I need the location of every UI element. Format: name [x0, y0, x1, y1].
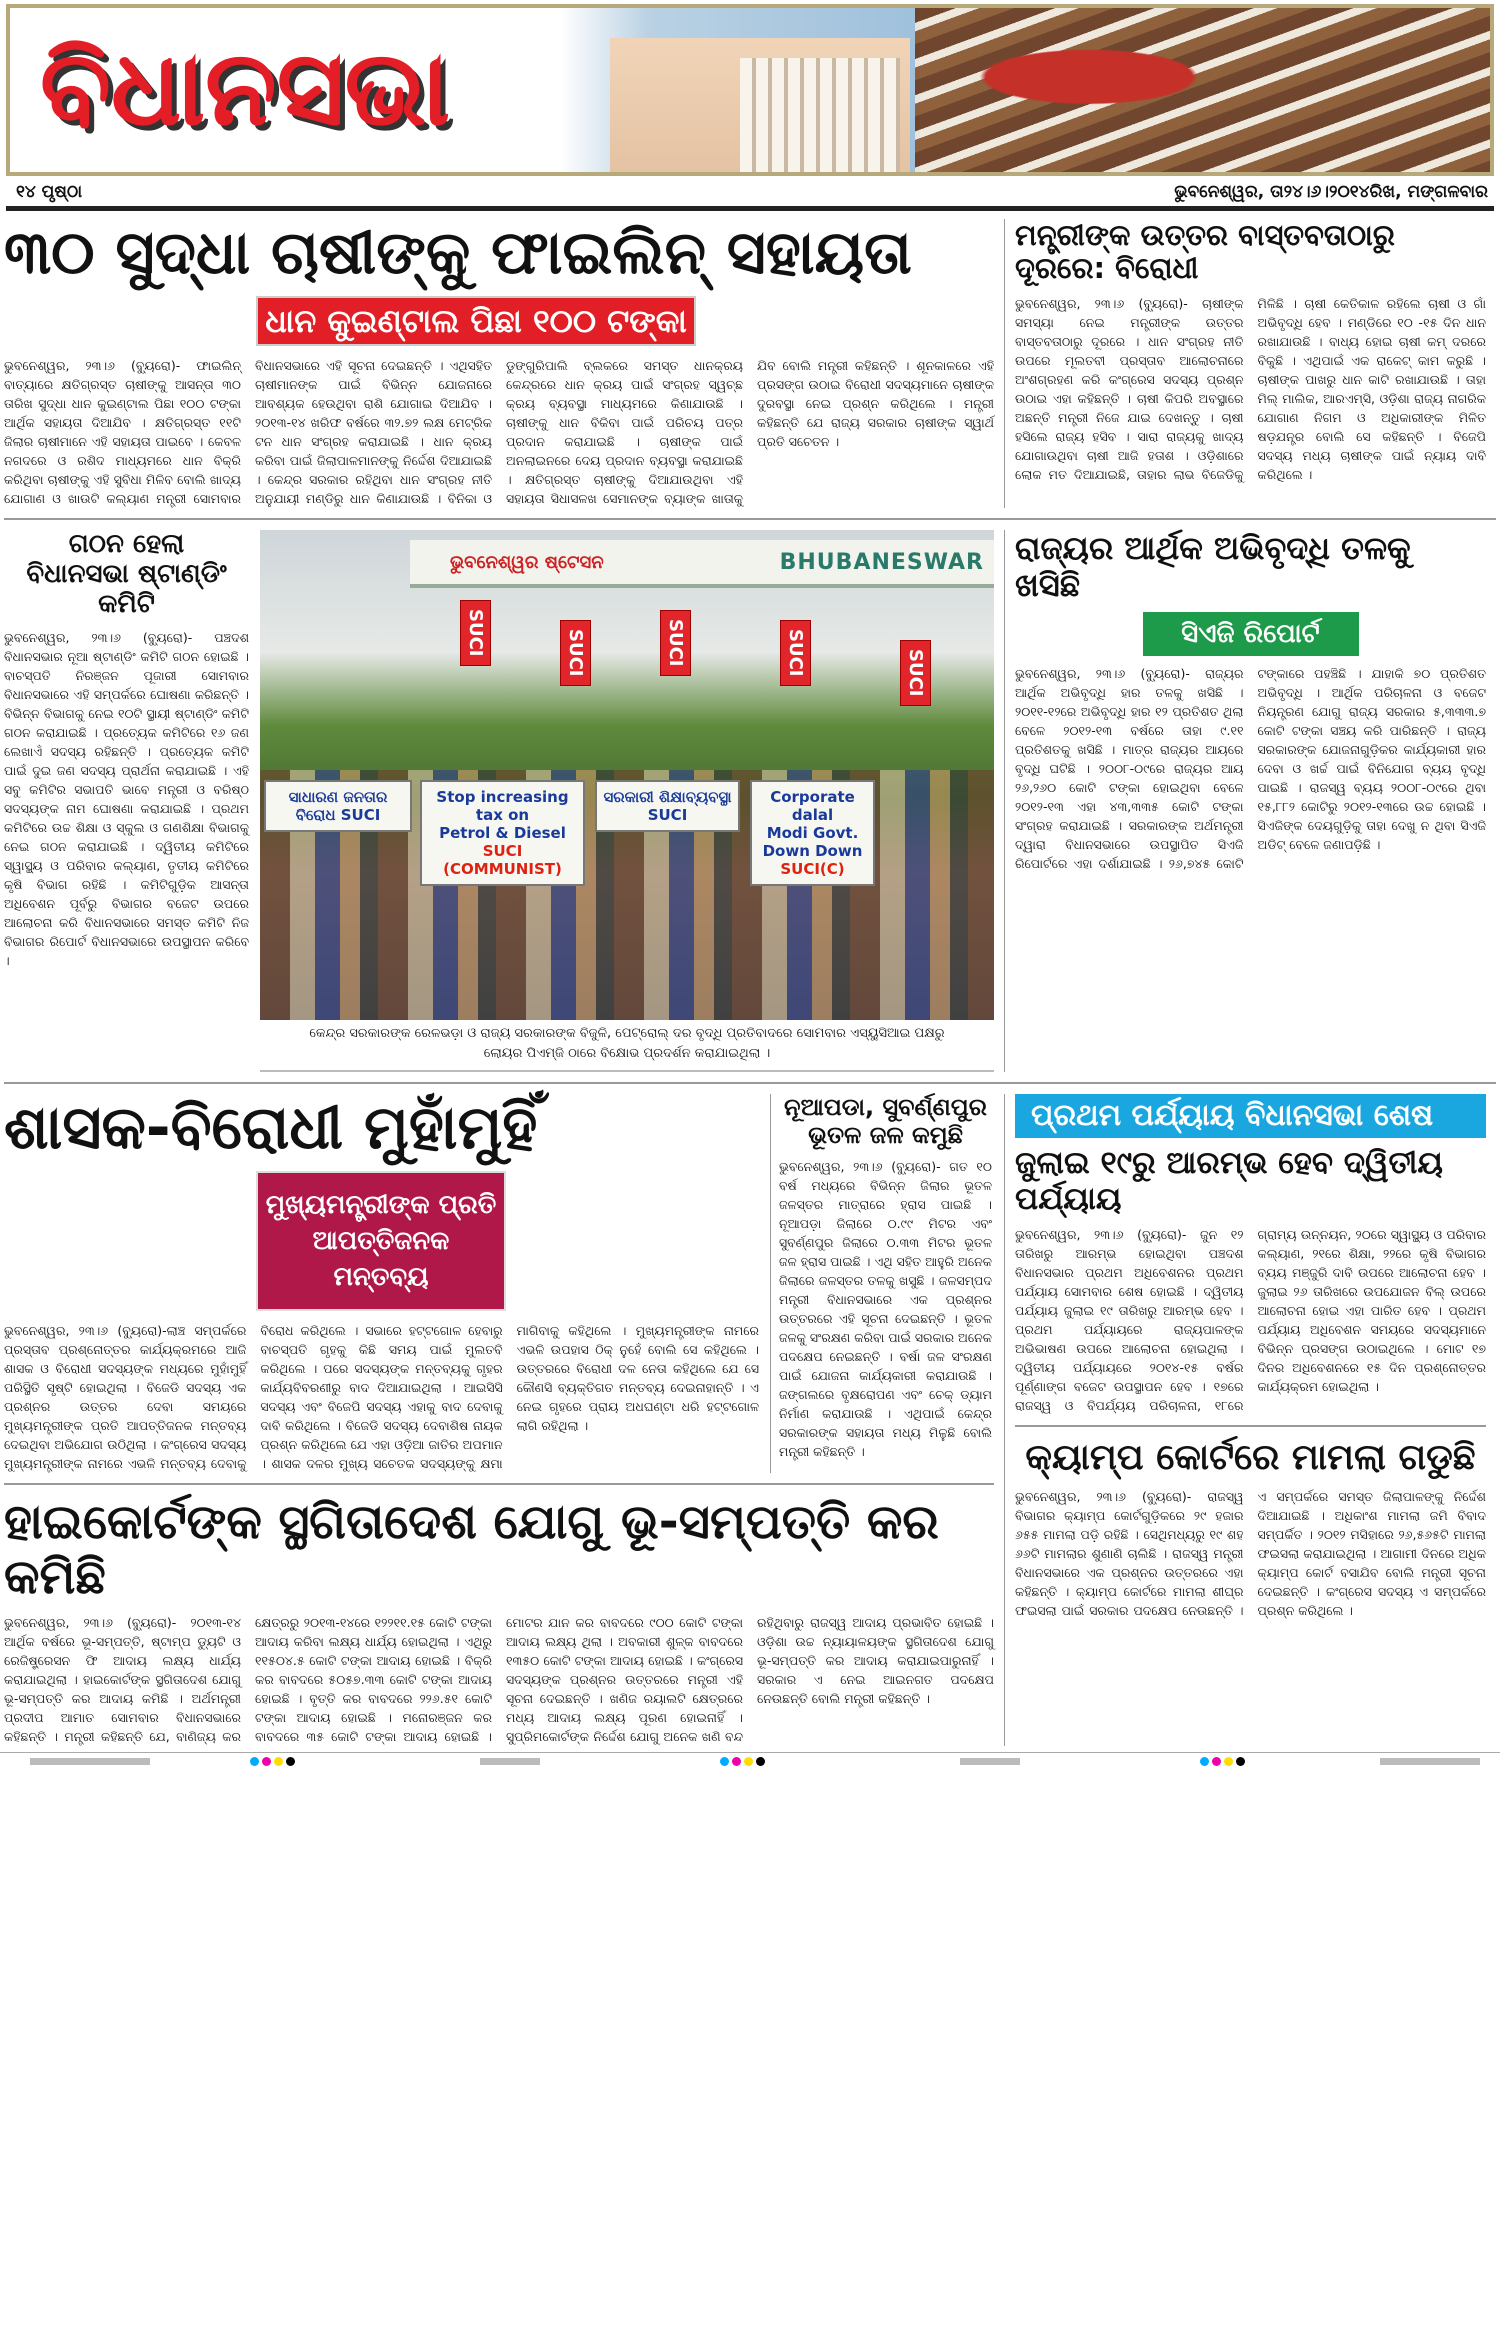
economy-story — [1004, 530, 1486, 1072]
masthead — [6, 4, 1494, 176]
lead-headline: ୩୦ ସୁଦ୍ଧା ଚାଷୀଙ୍କୁ ଫାଇଲିନ୍ ସହାୟତା — [4, 218, 912, 288]
protest-photo — [260, 530, 994, 1020]
photo-caption: କେନ୍ଦ୍ର ସରକାରଙ୍କ ରେଳଭଡ଼ା ଓ ରାଜ୍ୟ ସରକାରଙ୍କ ବିଜୁଳି, ପେଟ୍ରୋଲ୍ ଦର ବୃଦ୍ଧି ପ୍ରତିବାଦରେ ସୋମବାର ଏସ୍‌ୟୁସିଆଇ ପକ୍ଷରୁ ଲୋୟର ପିଏମ୍‌ଜି ଠାରେ ବିକ୍ଷୋଭ ପ୍ରଦର୍ଶନ କରାଯାଇଥିଲା । — [260, 1020, 994, 1072]
magenta-dot — [1212, 1757, 1221, 1766]
placard-petrol-diesel — [420, 780, 585, 886]
section-divider — [4, 1082, 1496, 1084]
assembly-hall-photo — [915, 8, 1494, 176]
suci-banner: SUCI — [780, 620, 811, 686]
section-middle — [0, 530, 1500, 1072]
registration-bar — [960, 1758, 1020, 1765]
opposition-story — [1004, 219, 1486, 508]
groundwater-headline-line1: ନୂଆପଡା, ସୁବର୍ଣ୍ଣପୁର — [784, 1093, 987, 1121]
placard-odia: ସାଧାରଣ ଜନତାର ବିରୋଧ SUCI — [264, 780, 412, 832]
registration-bar — [480, 1758, 540, 1765]
cyan-dot — [720, 1757, 729, 1766]
suci-banner: SUCI — [900, 640, 931, 706]
black-dot — [756, 1757, 765, 1766]
placard-line: Modi Govt. — [766, 824, 859, 842]
groundwater-headline — [779, 1094, 992, 1149]
masthead-title: ବିଧାନସଭା — [40, 27, 451, 149]
page-count: ୧୪ ପୃଷ୍ଠା — [16, 182, 83, 202]
bottom-left — [4, 1094, 994, 1746]
dateline-bar — [6, 180, 1494, 211]
print-registration-bar — [0, 1752, 1500, 1769]
bottom-right — [1004, 1094, 1486, 1746]
magenta-dot — [262, 1757, 271, 1766]
cyan-dot — [1200, 1757, 1209, 1766]
landtax-story — [4, 1495, 994, 1746]
section-bottom — [0, 1094, 1500, 1746]
economy-headline: ରାଜ୍ୟର ଆର୍ଥିକ ଅଭିବୃଦ୍ଧି ତଳକୁ ଖସିଛି — [1015, 529, 1411, 604]
offensive-remark-box: ମୁଖ୍ୟମନ୍ତ୍ରୀଙ୍କ ପ୍ରତି ଆପତ୍ତିଜନକ ମନ୍ତବ୍ୟ — [256, 1171, 506, 1311]
committee-body: ଭୁବନେଶ୍ୱର, ୨୩।୬ (ବ୍ୟୁରୋ)- ପଞ୍ଚଦଶ ବିଧାନସଭାର ନୂଆ ଷ୍ଟାଣ୍ଡିଂ କମିଟି ଗଠନ ହୋଇଛି । ବାଚସ୍ପତି ନିରଞ୍ଜନ ପୂଜାରୀ ସୋମବାର ବିଧାନସଭାରେ ଏହି ସମ୍ପର୍କରେ ଘୋଷଣା କରିଛନ୍ତି । ବିଭିନ୍ନ ବିଭାଗକୁ ନେଇ ୧୦ଟି ସ୍ଥାୟୀ ଷ୍ଟାଣ୍ଡିଂ କମିଟି ଗଠନ କରାଯାଇଛି । ପ୍ରତ୍ୟେକ କମିଟିରେ ୧୬ ଜଣ ଲେଖାଏଁ ସଦସ୍ୟ ରହିଛନ୍ତି । ପ୍ରତ୍ୟେକ କମିଟି ପାଇଁ ଦୁଇ ଜଣ ସଦସ୍ୟ ପ୍ରାର୍ଥନା କରାଯାଇଛି । ଏହି ସବୁ କମିଟିର ସଭାପତି ଭାବେ ମନ୍ତ୍ରୀ ଓ ବରିଷ୍ଠ ସଦସ୍ୟଙ୍କ ନାମ ଘୋଷଣା କରାଯାଇଛି । ପ୍ରଥମ କମିଟିରେ ଉଚ୍ଚ ଶିକ୍ଷା ଓ ସ୍କୁଲ ଓ ଗଣଶିକ୍ଷା ବିଭାଗକୁ ନେଇ ଗଠନ କରାଯାଇଛି । ଦ୍ୱିତୀୟ କମିଟିରେ ସ୍ୱାସ୍ଥ୍ୟ ଓ ପରିବାର କଲ୍ୟାଣ, ତୃତୀୟ କମିଟିରେ କୃଷି ବିଭାଗ ରହିଛି । କମିଟିଗୁଡ଼ିକ ଆସନ୍ତା ଅଧିବେଶନ ପୂର୍ବରୁ ବିଭାଗର ବଜେଟ ଉପରେ ଆଲୋଚନା କରି ବିଧାନସଭାରେ ସମସ୍ତ କମିଟି ନିଜ ବିଭାଗର ରିପୋର୍ଟ ବିଧାନସଭାରେ ଉପସ୍ଥାପନ କରିବେ । — [4, 629, 249, 968]
magenta-dot — [732, 1757, 741, 1766]
clash-body: ଭୁବନେଶ୍ୱର, ୨୩।୬ (ବ୍ୟୁରୋ)-ଲାଞ୍ଚ ସମ୍ପର୍କରେ ପ୍ରସ୍ତାବ ପ୍ରଶ୍ନୋତ୍ତର କାର୍ଯ୍ୟକ୍ରମରେ ଆଜି ଶାସକ ଓ ବିରୋଧୀ ସଦସ୍ୟଙ୍କ ମଧ୍ୟରେ ମୁହାଁମୁହିଁ ପରିସ୍ଥିତି ସୃଷ୍ଟି ହୋଇଥିଲା । ବିଜେଡି ସଦସ୍ୟ ଏକ ପ୍ରଶ୍ନର ଉତ୍ତର ଦେବା ସମୟରେ ମୁଖ୍ୟମନ୍ତ୍ରୀଙ୍କ ପ୍ରତି ଆପତ୍ତିଜନକ ମନ୍ତବ୍ୟ ଦେଇଥିବା ଅଭିଯୋଗ ଉଠିଥିଲା । କଂଗ୍ରେସ ସଦସ୍ୟ ମୁଖ୍ୟମନ୍ତ୍ରୀଙ୍କ ନାମରେ ଏଭଳି ମନ୍ତବ୍ୟ ଦେବାକୁ ବିରୋଧ କରିଥିଲେ । ସଭାରେ ହଟ୍ଟଗୋଳ ହେବାରୁ ବାଚସ୍ପତି ଗୃହକୁ କିଛି ସମୟ ପାଇଁ ମୁଲତବି କରିଥିଲେ । ପରେ ସଦସ୍ୟଙ୍କ ମନ୍ତବ୍ୟକୁ ଗୃହର କାର୍ଯ୍ୟବିବରଣୀରୁ ବାଦ ଦିଆଯାଇଥିଲା । ଆଇସିସି ସଦସ୍ୟ ଏବଂ ବିଜେପି ସଦସ୍ୟ ଏହାକୁ ବାଦ ଦେବାକୁ ଦାବି କରିଥିଲେ । ବିଜେଡି ସଦସ୍ୟ ଦେବାଶିଷ ନାୟକ ପ୍ରଶ୍ନ କରିଥିଲେ ଯେ ଏହା ଓଡ଼ିଆ ଜାତିର ଅପମାନ । ଶାସକ ଦଳର ମୁଖ୍ୟ ସଚେତକ ସଦସ୍ୟଙ୍କୁ କ୍ଷମା ମାଗିବାକୁ କହିଥିଲେ । ମୁଖ୍ୟମନ୍ତ୍ରୀଙ୍କ ନାମରେ ଏଭଳି ଉପହାସ ଠିକ୍ ନୁହେଁ ବୋଲି ସେ କହିଥିଲେ । ଉତ୍ତରରେ ବିରୋଧୀ ଦଳ ନେତା କହିଥିଲେ ଯେ ସେ କୌଣସି ବ୍ୟକ୍ତିଗତ ମନ୍ତବ୍ୟ ଦେଇନାହାନ୍ତି । ଏ ନେଇ ଗୃହରେ ପ୍ରାୟ ଅଧଘଣ୍ଟା ଧରି ହଟ୍ଟଗୋଳ ଲାଗି ରହିଥିଲା । — [4, 1323, 759, 1471]
committee-headline-line2: ବିଧାନସଭା ଷ୍ଟାଣ୍ଡିଂ କମିଟି — [26, 558, 227, 619]
suci-banner: SUCI — [660, 610, 691, 676]
campcourt-body: ଭୁବନେଶ୍ୱର, ୨୩।୬ (ବ୍ୟୁରୋ)- ରାଜସ୍ୱ ବିଭାଗର କ୍ୟାମ୍ପ କୋର୍ଟଗୁଡ଼ିକରେ ୨୯ ହଜାର ୬୫୫ ମାମଲା ପଡ଼ି ରହିଛି । ସେଥିମଧ୍ୟରୁ ୧୯ ଶହ ୬୬ଟି ମାମଲାର ଶୁଣାଣି ଚାଲିଛି । ରାଜସ୍ୱ ମନ୍ତ୍ରୀ ବିଧାନସଭାରେ ଏକ ପ୍ରଶ୍ନର ଉତ୍ତରରେ ଏହା କହିଛନ୍ତି । କ୍ୟାମ୍ପ କୋର୍ଟରେ ମାମଲା ଶୀଘ୍ର ଫଇସଲା ପାଇଁ ସରକାର ପଦକ୍ଷେପ ନେଉଛନ୍ତି । ଏ ସମ୍ପର୍କରେ ସମସ୍ତ ଜିଲାପାଳଙ୍କୁ ନିର୍ଦ୍ଦେଶ ଦିଆଯାଇଛି । ଅଧିକାଂଶ ମାମଲା ଜମି ବିବାଦ ସମ୍ପର୍କିତ । ୨୦୧୨ ମସିହାରେ ୨୬,୫୬୫ଟି ମାମଲା ଫଇସଲା କରାଯାଇଥିଲା । ଆଗାମୀ ଦିନରେ ଅଧିକ କ୍ୟାମ୍ପ କୋର୍ଟ ବସାଯିବ ବୋଲି ମନ୍ତ୍ରୀ ସୂଚନା ଦେଇଛନ୍ତି । କଂଗ୍ରେସ ସଦସ୍ୟ ଏ ସମ୍ପର୍କରେ ପ୍ରଶ୍ନ କରିଥିଲେ । — [1015, 1488, 1486, 1618]
opposition-headline: ମନ୍ତ୍ରୀଙ୍କ ଉତ୍ତର ବାସ୍ତବତାଠାରୁ ଦୂରରେ: ବିରୋଧୀ — [1015, 218, 1395, 286]
cyan-dot — [250, 1757, 259, 1766]
clash-story — [4, 1094, 759, 1473]
economy-body: ଭୁବନେଶ୍ୱର, ୨୩।୬ (ବ୍ୟୁରୋ)- ରାଜ୍ୟର ଆର୍ଥିକ ଅଭିବୃଦ୍ଧି ହାର ତଳକୁ ଖସିଛି । ୨୦୧୧-୧୨ରେ ଅଭିବୃଦ୍ଧି ହାର ୧୨ ପ୍ରତିଶତ ଥିଲା ବେଳେ ୨୦୧୨-୧୩ ବର୍ଷରେ ତାହା ୯.୧୧ ପ୍ରତିଶତକୁ ଖସିଛି । ମାତ୍ର ରାଜ୍ୟର ଆୟରେ ବୃଦ୍ଧି ଘଟିଛି । ୨୦୦୮-୦୯ରେ ରାଜ୍ୟର ଆୟ ୨୬,୨୬୦ କୋଟି ଟଙ୍କା ହୋଇଥିବା ବେଳେ ୨୦୧୨-୧୩ ଏହା ୪୩,୩୩୫ କୋଟି ଟଙ୍କା ସଂଗ୍ରହ କରାଯାଇଛି । ସରକାରଙ୍କ ଅର୍ଥମନ୍ତ୍ରୀ ଦ୍ୱାରା ବିଧାନସଭାରେ ଉପସ୍ଥାପିତ ସିଏଜି ରିପୋର୍ଟରେ ଏହା ଦର୍ଶାଯାଇଛି । ୨୬,୭୪୫ କୋଟି ଟଙ୍କାରେ ପହଞ୍ଚିଛି । ଯାହାକି ୭୦ ପ୍ରତିଶତ ଅଭିବୃଦ୍ଧି । ଆର୍ଥିକ ପରିଚାଳନା ଓ ବଜେଟ ନିୟନ୍ତ୍ରଣ ଯୋଗୁ ରାଜ୍ୟ ସରକାର ୫,୩୩୩.୭ କୋଟି ଟଙ୍କା ସଞ୍ଚୟ କରି ପାରିଛନ୍ତି । ରାଜ୍ୟ ସରକାରଙ୍କ ଯୋଜନାଗୁଡ଼ିକର କାର୍ଯ୍ୟକାରୀ ହାର ଦେବା ଓ ଖର୍ଚ୍ଚ ପାଇଁ ବିନିଯୋଗ ବ୍ୟୟ ବୃଦ୍ଧି ପାଇଛି । ରାଜସ୍ୱ ବ୍ୟୟ ୨୦୦୮-୦୯ରେ ଥିବା ୧୫,୮୮୨ କୋଟିରୁ ୨୦୧୨-୧୩ରେ ଉଚ୍ଚ ହୋଇଛି । ସିଏଜିଙ୍କ ଦେୟଗୁଡ଼ିକୁ ତାହା ଦେଖୁ ନ ଥିବା ସିଏଜି ଅଡିଟ୍ ବେଳେ ଜଣାପଡ଼ିଛି । — [1015, 665, 1486, 871]
station-sign-odia: ଭୁବନେଶ୍ୱର ଷ୍ଟେସନ — [450, 552, 604, 573]
committee-headline-line1: ଗଠନ ହେଲା — [68, 529, 185, 559]
placard-line: dalal — [791, 806, 834, 824]
placard-line: tax on — [475, 806, 530, 824]
section-divider — [4, 518, 1496, 520]
campcourt-headline: କ୍ୟାମ୍ପ କୋର୍ଟରେ ମାମଲା ଗଡୁଛି — [1025, 1437, 1476, 1479]
placard-line: Down Down — [762, 842, 863, 860]
section-divider — [1015, 1425, 1486, 1427]
black-dot — [286, 1757, 295, 1766]
placard-line: SUCI (COMMUNIST) — [443, 842, 562, 878]
black-dot — [1236, 1757, 1245, 1766]
lead-body: ଭୁବନେଶ୍ୱର, ୨୩।୬ (ବ୍ୟୁରୋ)- ଫାଇଲିନ୍ ବାତ୍ୟାରେ କ୍ଷତିଗ୍ରସ୍ତ ଚାଷୀଙ୍କୁ ଆସନ୍ତା ୩୦ ତାରିଖ ସୁଦ୍ଧା ଧାନ କୁଇଣ୍ଟାଲ ପିଛା ୧୦୦ ଟଙ୍କା ଆର୍ଥିକ ସହାୟତା ଦିଆଯିବ । କ୍ଷତିଗ୍ରସ୍ତ ୧୧ଟି ଜିଲାର ଚାଷୀମାନେ ଏହି ସହାୟତା ପାଇବେ । କେବଳ ନଗଦରେ ଓ ରଶିଦ ମାଧ୍ୟମରେ ଧାନ ବିକ୍ରି କରିଥିବା ଚାଷୀଙ୍କୁ ଏହି ସୁବିଧା ମିଳିବ ବୋଲି ଖାଦ୍ୟ ଯୋଗାଣ ଓ ଖାଉଟି କଲ୍ୟାଣ ମନ୍ତ୍ରୀ ସୋମବାର ବିଧାନସଭାରେ ଏହି ସୂଚନା ଦେଇଛନ୍ତି । ଏଥିସହିତ ଚାଷୀମାନଙ୍କ ପାଇଁ ବିଭିନ୍ନ ଯୋଜନାରେ ଆବଶ୍ୟକ ହେଉଥିବା ରାଶି ଯୋଗାଇ ଦିଆଯିବ । ୨୦୧୩-୧୪ ଖରିଫ ବର୍ଷରେ ୩୨.୭୨ ଲକ୍ଷ ମେଟ୍ରିକ ଟନ ଧାନ ସଂଗ୍ରହ କରାଯାଇଛି । ଧାନ କ୍ରୟ କରିବା ପାଇଁ ଜିଲାପାଳମାନଙ୍କୁ ନିର୍ଦ୍ଦେଶ ଦିଆଯାଇଛି । କେନ୍ଦ୍ର ସରକାର ରହିଥିବା ଧାନ ସଂଗ୍ରହ ନୀତି ଅନୁଯାୟୀ ମଣ୍ଡିରୁ ଧାନ କିଣାଯାଉଛି । ବିନିକା ଓ ଡୁଙ୍ଗୁରିପାଲି ବ୍ଲକରେ ସମସ୍ତ ଧାନକ୍ରୟ କେନ୍ଦ୍ରରେ ଧାନ କ୍ରୟ ପାଇଁ ସଂଗ୍ରହ ସ୍ୱଚ୍ଛ କ୍ରୟ ବ୍ୟବସ୍ଥା ମାଧ୍ୟମରେ କିଣାଯାଉଛି । ଚାଷୀଙ୍କୁ ଧାନ ବିକିବା ପାଇଁ ପରିଚୟ ପତ୍ର ପ୍ରଦାନ କରାଯାଇଛି । ଚାଷୀଙ୍କ ପାଇଁ ଅନଲାଇନରେ ଦେୟ ପ୍ରଦାନ ବ୍ୟବସ୍ଥା କରାଯାଇଛି । କ୍ଷତିଗ୍ରସ୍ତ ଚାଷୀଙ୍କୁ ଦିଆଯାଉଥିବା ଏହି ସହାୟତା ସିଧାସଳଖ ସେମାନଙ୍କ ବ୍ୟାଙ୍କ ଖାତାକୁ ଯିବ ବୋଲି ମନ୍ତ୍ରୀ କହିଛନ୍ତି । ଶୂନକାଳରେ ଏହି ପ୍ରସଙ୍ଗ ଉଠାଇ ବିରୋଧୀ ସଦସ୍ୟମାନେ ଚାଷୀଙ୍କ ଦୁରବସ୍ଥା ନେଇ ପ୍ରଶ୍ନ କରିଥିଲେ । ମନ୍ତ୍ରୀ କହିଛନ୍ତି ଯେ ରାଜ୍ୟ ସରକାର ଚାଷୀଙ୍କ ସ୍ୱାର୍ଥ ପ୍ରତି ସଚେତନ । — [4, 358, 994, 506]
assembly-building-photo — [560, 8, 920, 176]
cag-report-label: ସିଏଜି ରିପୋର୍ଟ — [1143, 612, 1359, 656]
groundwater-headline-line2: ଭୂତଳ ଜଳ କମୁଛି — [808, 1120, 963, 1149]
session-body: ଭୁବନେଶ୍ୱର, ୨୩।୬ (ବ୍ୟୁରୋ)- ଜୁନ ୧୨ ତାରିଖରୁ ଆରମ୍ଭ ହୋଇଥିବା ପଞ୍ଚଦଶ ବିଧାନସଭାର ପ୍ରଥମ ଅଧିବେଶନର ପ୍ରଥମ ପର୍ଯ୍ୟାୟ ସୋମବାର ଶେଷ ହୋଇଛି । ଦ୍ୱିତୀୟ ପର୍ଯ୍ୟାୟ ଜୁଲାଇ ୧୯ ତାରିଖରୁ ଆରମ୍ଭ ହେବ । ପ୍ରଥମ ପର୍ଯ୍ୟାୟରେ ରାଜ୍ୟପାଳଙ୍କ ଅଭିଭାଷଣ ଉପରେ ଆଲୋଚନା ହୋଇଥିଲା । ଦ୍ୱିତୀୟ ପର୍ଯ୍ୟାୟରେ ୨୦୧୪-୧୫ ବର୍ଷର ପୂର୍ଣ୍ଣାଙ୍ଗ ବଜେଟ ଉପସ୍ଥାପନ ହେବ । ୧୭ରେ ରାଜସ୍ୱ ଓ ବିପର୍ଯ୍ୟୟ ପରିଚାଳନା, ୧୮ରେ ଗ୍ରାମ୍ୟ ଉନ୍ନୟନ, ୨୦ରେ ସ୍ୱାସ୍ଥ୍ୟ ଓ ପରିବାର କଲ୍ୟାଣ, ୨୧ରେ ଶିକ୍ଷା, ୨୨ରେ କୃଷି ବିଭାଗର ବ୍ୟୟ ମଞ୍ଜୁରି ଦାବି ଉପରେ ଆଲୋଚନା ହେବ । ଜୁଲାଇ ୨୬ ତାରିଖରେ ଉପଯୋଜନ ବିଲ୍ ଉପରେ ଆଲୋଚନା ହୋଇ ଏହା ପାରିତ ହେବ । ପ୍ରଥମ ପର୍ଯ୍ୟାୟ ଅଧିବେଶନ ସମୟରେ ସଦସ୍ୟମାନେ ବିଭିନ୍ନ ପ୍ରସଙ୍ଗ ଉଠାଇଥିଲେ । ମୋଟ ୧୭ ଦିନର ଅଧିବେଶନରେ ୧୫ ଦିନ ପ୍ରଶ୍ନୋତ୍ତର କାର୍ଯ୍ୟକ୍ରମ ହୋଇଥିଲା । — [1015, 1227, 1486, 1414]
groundwater-story — [770, 1094, 992, 1473]
yellow-dot — [1224, 1757, 1233, 1766]
clash-and-groundwater — [4, 1094, 994, 1473]
placard-modi-govt — [750, 780, 875, 886]
placard-education: ସରକାରୀ ଶିକ୍ଷାବ୍ୟବସ୍ଥା SUCI — [595, 780, 740, 832]
section-top — [0, 219, 1500, 508]
lead-story — [4, 219, 994, 508]
session-headline: ଜୁଲାଇ ୧୯ରୁ ଆରମ୍ଭ ହେବ ଦ୍ୱିତୀୟ ପର୍ଯ୍ୟାୟ — [1015, 1145, 1443, 1217]
yellow-dot — [274, 1757, 283, 1766]
committee-and-photo — [4, 530, 994, 1072]
registration-bar — [30, 1758, 150, 1765]
committee-story — [4, 530, 249, 1072]
section-divider — [4, 1483, 994, 1485]
suci-banner: SUCI — [460, 600, 491, 666]
photo-block — [260, 530, 994, 1072]
lead-kicker: ଧାନ କୁଇଣ୍ଟାଲ ପିଛା ୧୦୦ ଟଙ୍କା — [256, 296, 696, 346]
session-label: ପ୍ରଥମ ପର୍ଯ୍ୟାୟ ବିଧାନସଭା ଶେଷ — [1015, 1094, 1486, 1138]
placard-line: Stop increasing — [436, 788, 569, 806]
committee-headline — [4, 530, 249, 620]
groundwater-body: ଭୁବନେଶ୍ୱର, ୨୩।୬ (ବ୍ୟୁରୋ)- ଗତ ୧୦ ବର୍ଷ ମଧ୍ୟରେ ବିଭିନ୍ନ ଜିଲାର ଭୂତଳ ଜଳସ୍ତର ମାତ୍ରାରେ ହ୍ରାସ ପାଇଛି । ନୂଆପଡ଼ା ଜିଲାରେ ୦.୯୯ ମିଟର ଏବଂ ସୁବର୍ଣ୍ଣପୁର ଜିଲାରେ ୦.୩୩ ମିଟର ଭୂତଳ ଜଳ ହ୍ରାସ ପାଇଛି । ଏଥି ସହିତ ଆହୁରି ଅନେକ ଜିଲାରେ ଜଳସ୍ତର ତଳକୁ ଖସୁଛି । ଜଳସମ୍ପଦ ମନ୍ତ୍ରୀ ବିଧାନସଭାରେ ଏକ ପ୍ରଶ୍ନର ଉତ୍ତରରେ ଏହି ସୂଚନା ଦେଇଛନ୍ତି । ଭୂତଳ ଜଳକୁ ସଂରକ୍ଷଣ କରିବା ପାଇଁ ସରକାର ଅନେକ ପଦକ୍ଷେପ ନେଇଛନ୍ତି । ବର୍ଷା ଜଳ ସଂରକ୍ଷଣ ପାଇଁ ଯୋଜନା କାର୍ଯ୍ୟକାରୀ କରାଯାଉଛି । ଜଙ୍ଗଲରେ ବୃକ୍ଷରୋପଣ ଏବଂ ଚେକ୍ ଡ୍ୟାମ ନିର୍ମାଣ କରାଯାଉଛି । ଏଥିପାଇଁ କେନ୍ଦ୍ର ସରକାରଙ୍କ ସହାୟତା ମଧ୍ୟ ମିଳୁଛି ବୋଲି ମନ୍ତ୍ରୀ କହିଛନ୍ତି । — [779, 1159, 993, 1460]
placard-line: SUCI(C) — [780, 860, 845, 878]
station-sign — [410, 540, 994, 588]
suci-banner: SUCI — [560, 620, 591, 686]
placard-line: Petrol & Diesel — [439, 824, 566, 842]
opposition-body: ଭୁବନେଶ୍ୱର, ୨୩।୬ (ବ୍ୟୁରୋ)- ଚାଷୀଙ୍କ ସମସ୍ୟା ନେଇ ମନ୍ତ୍ରୀଙ୍କ ଉତ୍ତର ବାସ୍ତବତାଠାରୁ ଦୂରରେ । ଧାନ ସଂଗ୍ରହ ନୀତି ଉପରେ ମୂଲତବୀ ପ୍ରସ୍ତାବ ଆଲୋଚନାରେ ଅଂଶଗ୍ରହଣ କରି କଂଗ୍ରେସ ସଦସ୍ୟ ପ୍ରଶ୍ନ ଉଠାଇ ଏହା କହିଛନ୍ତି । ଚାଷୀ କିପରି ଅବସ୍ଥାରେ ଅଛନ୍ତି ମନ୍ତ୍ରୀ ନିଜେ ଯାଇ ଦେଖନ୍ତୁ । ଚାଷୀ ହସିଲେ ରାଜ୍ୟ ହସିବ । ସାରା ରାଜ୍ୟକୁ ଖାଦ୍ୟ ଯୋଗାଉଥିବା ଚାଷୀ ଆଜି ହତାଶ । ଓଡ଼ିଶାରେ ଲୋକ ମତ ଦିଆଯାଇଛି, ତାହାର ଲାଭ ବିଜେଡିକୁ ମିଳିଛି । ଚାଷୀ କେତିକାଳ ରହିଲେ ଚାଷୀ ଓ ଗାଁ ଅଭିବୃଦ୍ଧି ହେବ । ମଣ୍ଡିରେ ୧୦ -୧୫ ଦିନ ଧାନ ରଖାଯାଉଛି । ବାଧ୍ୟ ହୋଇ ଚାଷୀ କମ୍ ଦରରେ ବିକୁଛି । ଏଥିପାଇଁ ଏକ ରାକେଟ୍ କାମ କରୁଛି । ଚାଷୀଙ୍କ ପାଖରୁ ଧାନ କାଟି ରଖାଯାଉଛି । ତାହା ମିଲ୍ ମାଲିକ, ଆରଏମ୍‌ସି, ଓଡ଼ିଶା ରାଜ୍ୟ ନାଗରିକ ଯୋଗାଣ ନିଗମ ଓ ଅଧିକାରୀଙ୍କ ମିଳିତ ଷଡ଼ଯନ୍ତ୍ର ବୋଲି ସେ କହିଛନ୍ତି । ବିଜେପି ସଦସ୍ୟ ମଧ୍ୟ ଚାଷୀଙ୍କ ପାଇଁ ନ୍ୟାୟ ଦାବି କରିଥିଲେ । — [1015, 295, 1486, 482]
placard-line: Corporate — [770, 788, 855, 806]
landtax-body: ଭୁବନେଶ୍ୱର, ୨୩।୬ (ବ୍ୟୁରୋ)- ୨୦୧୩-୧୪ ଆର୍ଥିକ ବର୍ଷରେ ଭୂ-ସମ୍ପତ୍ତି, ଷ୍ଟାମ୍ପ ଡ୍ୟୁଟି ଓ ରେଜିଷ୍ଟ୍ରେସନ ଫି ଆଦାୟ ଲକ୍ଷ୍ୟ ଧାର୍ଯ୍ୟ କରାଯାଇଥିଲା । ହାଇକୋର୍ଟଙ୍କ ସ୍ଥଗିତାଦେଶ ଯୋଗୁ ଭୂ-ସମ୍ପତ୍ତି କର ଆଦାୟ କମିଛି । ଅର୍ଥମନ୍ତ୍ରୀ ପ୍ରଦୀପ ଆମାତ ସୋମବାର ବିଧାନସଭାରେ କହିଛନ୍ତି । ମନ୍ତ୍ରୀ କହିଛନ୍ତି ଯେ, ବାଣିଜ୍ୟ କର କ୍ଷେତ୍ରରୁ ୨୦୧୩-୧୪ରେ ୧୨୨୧୧.୧୫ କୋଟି ଟଙ୍କା ଆଦାୟ କରିବା ଲକ୍ଷ୍ୟ ଧାର୍ଯ୍ୟ ହୋଇଥିଲା । ଏଥିରୁ ୧୧୫୦୪.୫ କୋଟି ଟଙ୍କା ଆଦାୟ ହୋଇଛି । ବିକ୍ରି କର ବାବଦରେ ୫୦୫୭.୩୩ କୋଟି ଟଙ୍କା ଆଦାୟ ହୋଇଛି । ବୃତ୍ତି କର ବାବଦରେ ୨୨୬.୫୧ କୋଟି ଟଙ୍କା ଆଦାୟ ହୋଇଛି । ମନୋରଞ୍ଜନ କର ବାବଦରେ ୩୫ କୋଟି ଟଙ୍କା ଆଦାୟ ହୋଇଛି । ମୋଟର ଯାନ କର ବାବଦରେ ୯୦୦ କୋଟି ଟଙ୍କା ଆଦାୟ ଲକ୍ଷ୍ୟ ଥିଲା । ଅବକାରୀ ଶୁଳ୍କ ବାବଦରେ ୧୩୫୦ କୋଟି ଟଙ୍କା ଆଦାୟ ହୋଇଛି । କଂଗ୍ରେସ ସଦସ୍ୟଙ୍କ ପ୍ରଶ୍ନର ଉତ୍ତରରେ ମନ୍ତ୍ରୀ ଏହି ସୂଚନା ଦେଇଛନ୍ତି । ଖଣିଜ ରୟାଲଟି କ୍ଷେତ୍ରରେ ମଧ୍ୟ ଆଦାୟ ଲକ୍ଷ୍ୟ ପୂରଣ ହୋଇନାହିଁ । ସୁପ୍ରିମକୋର୍ଟଙ୍କ ନିର୍ଦ୍ଦେଶ ଯୋଗୁ ଅନେକ ଖଣି ବନ୍ଦ ରହିଥିବାରୁ ରାଜସ୍ୱ ଆଦାୟ ପ୍ରଭାବିତ ହୋଇଛି । ଓଡ଼ିଶା ଉଚ୍ଚ ନ୍ୟାୟାଳୟଙ୍କ ସ୍ଥଗିତାଦେଶ ଯୋଗୁ ଭୂ-ସମ୍ପତ୍ତି କର ଆଦାୟ କରାଯାଇପାରୁନାହିଁ । ସରକାର ଏ ନେଇ ଆଇନଗତ ପଦକ୍ଷେପ ନେଉଛନ୍ତି ବୋଲି ମନ୍ତ୍ରୀ କହିଛନ୍ତି । — [4, 1615, 994, 1745]
registration-bar — [1380, 1758, 1480, 1765]
yellow-dot — [744, 1757, 753, 1766]
station-sign-english: BHUBANESWAR — [779, 550, 984, 575]
date-place: ଭୁବନେଶ୍ୱର, ତା୨୪।୬।୨୦୧୪ରିଖ, ମଙ୍ଗଳବାର — [1174, 182, 1488, 202]
clash-headline: ଶାସକ-ବିରୋଧୀ ମୁହାଁମୁହିଁ — [4, 1093, 538, 1163]
landtax-headline: ହାଇକୋର୍ଟଙ୍କ ସ୍ଥଗିତାଦେଶ ଯୋଗୁ ଭୂ-ସମ୍ପତ୍ତି କର କମିଛି — [4, 1494, 939, 1606]
